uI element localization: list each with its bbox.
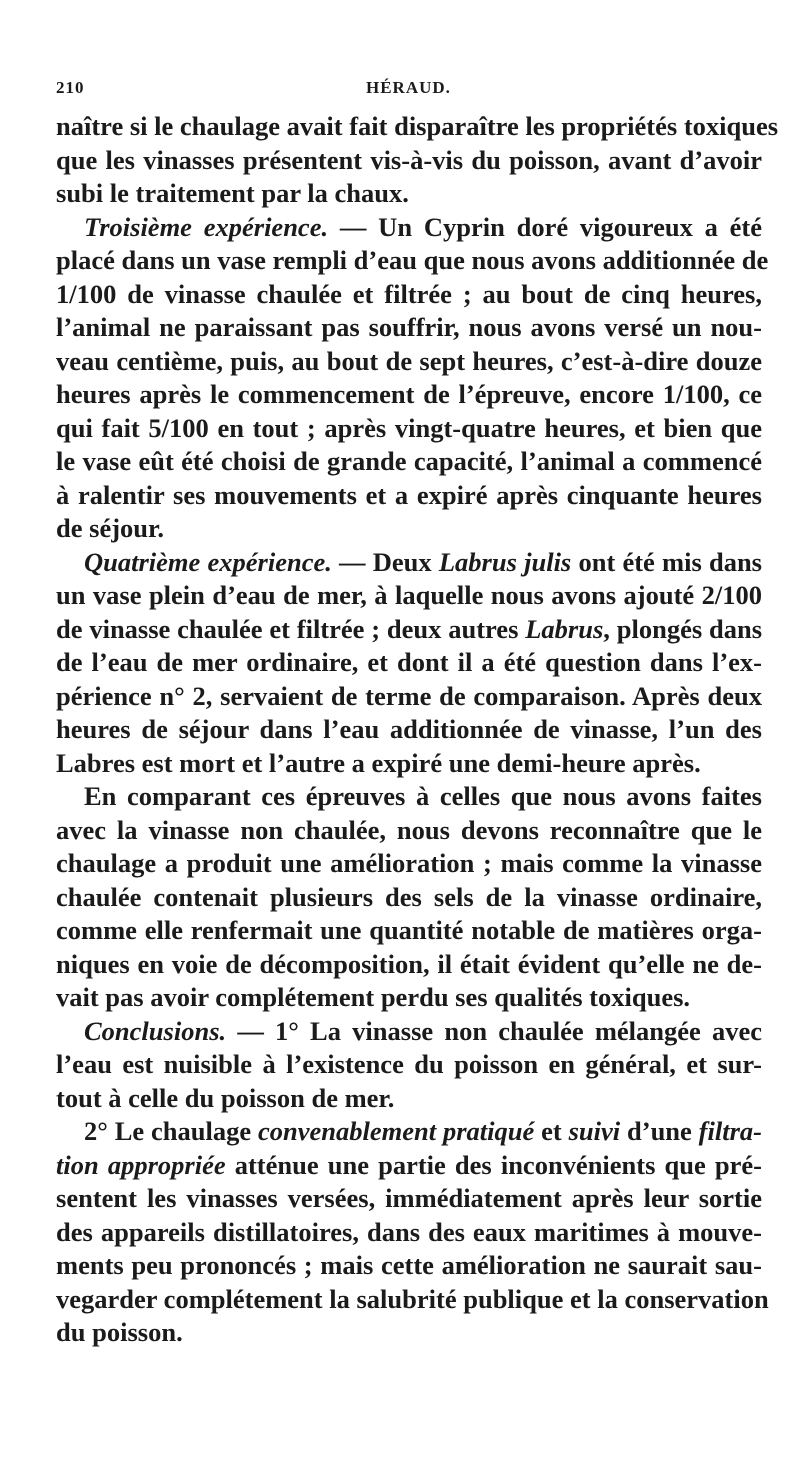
section-lead: Quatrième expérience. — [84, 546, 332, 577]
species-name: Labrus — [525, 613, 604, 644]
section-lead: Conclusions. — [84, 1015, 227, 1046]
page-number: 210 — [56, 78, 85, 97]
text-line: Quatrième expérience. — Deux Labrus julis ont été mis dans — [84, 546, 762, 577]
text-line: vait pas avoir complétement perdu ses qualités toxiques. — [56, 982, 691, 1012]
species-name: Labrus julis — [438, 546, 572, 577]
text-line: En comparant ces épreuves à celles que nous avons faites — [84, 781, 762, 811]
text-line: Troisième expérience. — Un Cyprin doré vigoureux a été — [84, 211, 763, 242]
text-line: l’eau est nuisible à l’existence du poisson en général, et sur- — [56, 1049, 762, 1079]
text-line: des appareils distillatoires, dans des eaux maritimes à mouve- — [56, 1216, 762, 1247]
text-line: Conclusions. — 1° La vinasse non chaulée mélangée avec — [84, 1015, 762, 1046]
section-lead: Troisième expérience. — [84, 211, 329, 242]
text-line: veau centième, puis, au bout de sept heures, c’est-à-dire douze — [56, 345, 762, 376]
text-line: tion appropriée atténue une partie des inconvénients que pré- — [56, 1149, 762, 1180]
text-line: placé dans un vase rempli d’eau que nous avons additionnée de — [56, 245, 769, 275]
text-line: que les vinasses présentent vis-à-vis du poisson, avant d’avoir — [56, 144, 762, 175]
text-line: avec la vinasse non chaulée, nous devons reconnaître que le — [56, 814, 762, 845]
text-line: Labres est mort et l’autre a expiré une demi-heure après. — [56, 747, 701, 778]
text-line: vegarder complétement la salubrité publique et la conservation — [56, 1283, 769, 1314]
text-line: ments peu prononcés ; mais cette amélioration ne saurait sau- — [56, 1250, 762, 1280]
text-line: 1/100 de vinasse chaulée et filtrée ; au bout de cinq heures, — [56, 278, 762, 309]
text-line: le vase eût été choisi de grande capacité, l’animal a commencé — [56, 446, 762, 476]
text-line: subi le traitement par la chaux. — [56, 178, 409, 208]
text-line: 2° Le chaulage convenablement pratiqué et suivi d’une filtra- — [84, 1116, 762, 1146]
text-line: de séjour. — [56, 513, 164, 543]
text-line: périence n° 2, servaient de terme de comparaison. Après deux — [56, 680, 762, 711]
text-line: heures après le commencement de l’épreuve, encore 1/100, ce — [56, 379, 762, 409]
text-line: sentent les vinasses versées, immédiatement après leur sortie — [56, 1183, 762, 1213]
text-line: qui fait 5/100 en tout ; après vingt-quatre heures, et bien que — [56, 412, 762, 443]
text-line: heures de séjour dans l’eau additionnée de vinasse, l’un des — [56, 714, 762, 744]
text-line: chaulée contenait plusieurs des sels de la vinasse ordinaire, — [56, 881, 762, 912]
text-line: chaulage a produit une amélioration ; mais comme la vinasse — [56, 848, 762, 878]
text-line: tout à celle du poisson de mer. — [56, 1082, 395, 1113]
text-line: naître si le chaulage avait fait disparaître les propriétés toxiques — [56, 111, 779, 141]
text-line: de vinasse chaulée et filtrée ; deux autres Labrus, plongés dans — [56, 613, 763, 644]
text-line: du poisson. — [56, 1317, 183, 1347]
body-text — [56, 110, 779, 1350]
text-line: un vase plein d’eau de mer, à laquelle nous avons ajouté 2/100 — [56, 580, 762, 610]
text-line: l’animal ne paraissant pas souffrir, nous avons versé un nou- — [56, 312, 762, 342]
text-line: niques en voie de décomposition, il était évident qu’elle ne de- — [56, 948, 762, 979]
page-header — [56, 78, 762, 106]
running-title: HÉRAUD. — [366, 78, 451, 97]
text-line: comme elle renfermait une quantité notable de matières orga- — [56, 915, 762, 945]
text-line: à ralentir ses mouvements et a expiré après cinquante heures — [56, 479, 762, 510]
text-line: de l’eau de mer ordinaire, et dont il a été question dans l’ex- — [56, 647, 762, 677]
